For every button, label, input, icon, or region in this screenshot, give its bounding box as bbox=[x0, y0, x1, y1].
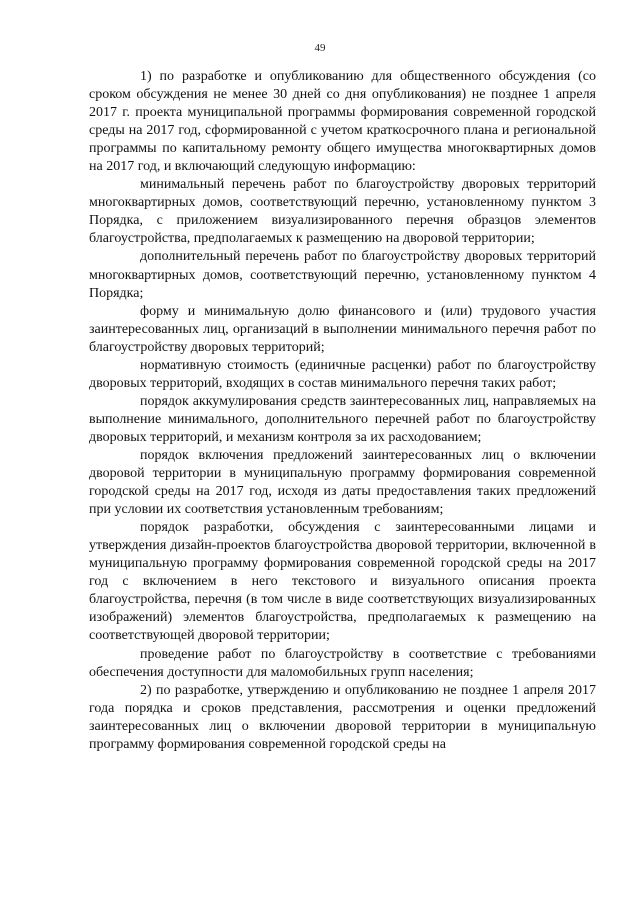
paragraph-accessibility: проведение работ по благоустройству в соответствие с требованиями обеспечения доступности для маломобильных групп населения; bbox=[89, 646, 596, 680]
paragraph-design-projects: порядок разработки, обсуждения с заинтересованными лицами и утверждения дизайн-проектов благоустройства дворовой территории, включенной в муниципальную программу формирования современной городской среды на 2017 год с включением в него текстового и визуального описания проекта благоустройства, перечня (в том числе в виде соответствующих визуализированных изображений) элементов благоустройства, предполагаемых к размещению на соответствующей дворовой территории; bbox=[89, 520, 596, 644]
page-number: 49 bbox=[314, 42, 326, 54]
paragraph-proposals-inclusion: порядок включения предложений заинтересованных лиц о включении дворовой территории в муниципальную программу формирования современной городской среды на 2017 год, исходя из даты предоставления таких предложений при условии их соответствия установленным требованиям; bbox=[89, 447, 596, 518]
paragraph-normative-cost: нормативную стоимость (единичные расценки) работ по благоустройству дворовых территорий, входящих в состав минимального перечня таких работ; bbox=[89, 357, 596, 391]
paragraph-minimal-works-list: минимальный перечень работ по благоустройству дворовых территорий многоквартирных домов, соответствующий перечню, установленному пунктом 3 Порядка, с приложением визуализированного перечня образцов элементов благоустройства, предполагаемых к размещению на дворовой территории; bbox=[89, 177, 596, 247]
paragraph-item-1-intro: 1) по разработке и опубликованию для общественного обсуждения (со сроком обсуждения не менее 30 дней со дня опубликования) не позднее 1 апреля 2017 г. проекта муниципальной программы формирования современной городской среды на 2017 год, сформированной с учетом краткосрочного плана и региональной программы по капитальному ремонту общего имущества многоквартирных домов на 2017 год, и включающий следующую информацию: bbox=[89, 69, 596, 175]
paragraph-additional-works-list: дополнительный перечень работ по благоустройству дворовых территорий многоквартирных домов, соответствующий перечню, установленному пунктом 4 Порядка; bbox=[89, 249, 596, 301]
paragraph-funds-accumulation: порядок аккумулирования средств заинтересованных лиц, направляемых на выполнение минимального, дополнительного перечней работ по благоустройству дворовых территорий, и механизм контроля за их расходованием; bbox=[89, 393, 596, 445]
document-body bbox=[89, 68, 596, 754]
paragraph-participation-share: форму и минимальную долю финансового и (или) трудового участия заинтересованных лиц, организаций в выполнении минимального перечня работ по благоустройству дворовых территорий; bbox=[89, 303, 596, 355]
paragraph-item-2: 2) по разработке, утверждению и опубликованию не позднее 1 апреля 2017 года порядка и сроков представления, рассмотрения и оценки предложений заинтересованных лиц о включении дворовой территории в муниципальную программу формирования современной городской среды на bbox=[89, 682, 596, 752]
